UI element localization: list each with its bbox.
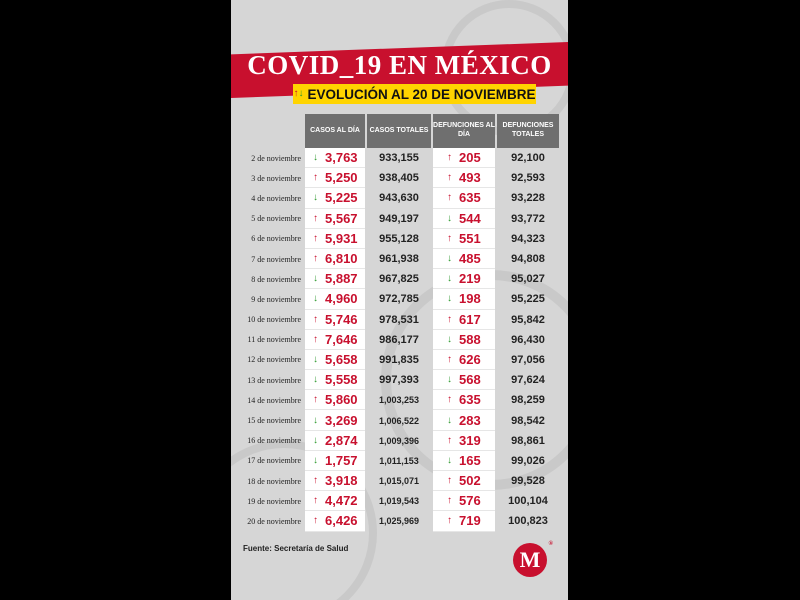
row-date: 17 de noviembre [247, 456, 301, 466]
row-date: 16 de noviembre [247, 436, 301, 446]
subtitle: EVOLUCIÓN AL 20 DE NOVIEMBRE [307, 86, 536, 102]
infographic-card [231, 0, 568, 600]
defunciones-totales-value: 94,323 [511, 232, 545, 245]
arrow-up-icon: ↑ [313, 475, 318, 487]
row-date: 2 de noviembre [251, 153, 301, 163]
casos-totales-value: 955,128 [379, 232, 419, 245]
casos-totales-value: 1,009,396 [378, 435, 420, 446]
arrow-up-icon: ↑ [313, 394, 318, 406]
casos-dia-value: 5,746 [325, 311, 358, 327]
casos-totales-value: 949,197 [379, 212, 419, 225]
defunciones-dia-value: 719 [459, 513, 481, 529]
cell-defunciones-dia [433, 269, 495, 289]
casos-totales-value: 943,630 [379, 192, 419, 205]
arrow-up-icon: ↑ [447, 475, 452, 487]
arrow-down-icon: ↓ [313, 374, 318, 386]
row-date: 12 de noviembre [247, 355, 301, 365]
cell-casos-dia [305, 471, 365, 491]
defunciones-dia-value: 576 [459, 493, 481, 509]
defunciones-dia-value: 568 [459, 372, 481, 388]
cell-casos-dia [305, 229, 365, 249]
arrow-up-icon: ↑ [447, 172, 452, 184]
cell-casos-dia [305, 148, 365, 168]
row-date: 10 de noviembre [247, 315, 301, 325]
arrow-up-icon: ↑ [313, 212, 318, 224]
header-casos-dia: CASOS AL DÍA [305, 114, 365, 148]
header-casos-totales: CASOS TOTALES [367, 114, 431, 148]
defunciones-totales-value: 98,542 [511, 414, 545, 427]
arrow-up-icon: ↑ [447, 192, 452, 204]
defunciones-totales-value: 95,842 [511, 313, 545, 326]
table-row [235, 168, 563, 188]
header-defunciones-dia: DEFUNCIONES AL DÍA [433, 114, 495, 148]
cell-defunciones-dia [433, 330, 495, 350]
milenio-logo [513, 541, 553, 577]
casos-dia-value: 5,225 [325, 190, 358, 206]
cell-defunciones-dia [433, 471, 495, 491]
table-row [235, 310, 563, 330]
casos-totales-value: 1,006,522 [378, 415, 420, 426]
casos-dia-value: 2,874 [325, 432, 358, 448]
casos-dia-value: 6,426 [325, 513, 358, 529]
arrow-down-icon: ↓ [313, 192, 318, 204]
defunciones-dia-value: 626 [459, 351, 481, 367]
logo-letter: M [519, 547, 541, 572]
defunciones-dia-value: 551 [459, 230, 481, 246]
row-date: 7 de noviembre [251, 254, 301, 264]
table-row [235, 269, 563, 289]
arrow-up-icon: ↑ [447, 434, 452, 446]
cell-defunciones-dia [433, 148, 495, 168]
defunciones-dia-value: 617 [459, 311, 481, 327]
defunciones-dia-value: 219 [459, 271, 481, 287]
row-date: 15 de noviembre [247, 416, 301, 426]
cell-casos-dia [305, 491, 365, 511]
cell-defunciones-dia [433, 491, 495, 511]
row-date: 9 de noviembre [251, 294, 301, 304]
cell-casos-dia [305, 451, 365, 471]
arrow-down-icon: ↓ [313, 434, 318, 446]
defunciones-totales-value: 92,100 [511, 152, 545, 165]
casos-dia-value: 7,646 [325, 331, 358, 347]
table-row [235, 330, 563, 350]
table-row [235, 370, 563, 390]
cell-casos-dia [305, 410, 365, 430]
casos-dia-value: 5,887 [325, 271, 358, 287]
casos-totales-value: 1,025,969 [378, 516, 420, 527]
arrow-up-icon: ↑ [313, 333, 318, 345]
defunciones-dia-value: 485 [459, 251, 481, 267]
defunciones-dia-value: 165 [459, 452, 481, 468]
arrow-up-icon: ↑ [313, 313, 318, 325]
casos-totales-value: 997,393 [379, 374, 419, 387]
cell-defunciones-dia [433, 188, 495, 208]
cell-defunciones-dia [433, 249, 495, 269]
cell-casos-dia [305, 370, 365, 390]
defunciones-dia-value: 283 [459, 412, 481, 428]
arrow-up-icon: ↑ [447, 152, 452, 164]
defunciones-totales-value: 93,772 [511, 212, 545, 225]
casos-totales-value: 986,177 [379, 333, 419, 346]
cell-defunciones-dia [433, 451, 495, 471]
table-row [235, 249, 563, 269]
registered-mark: ® [548, 541, 553, 547]
cell-casos-dia [305, 350, 365, 370]
casos-dia-value: 4,472 [325, 493, 358, 509]
cell-defunciones-dia [433, 370, 495, 390]
cell-casos-dia [305, 310, 365, 330]
casos-totales-value: 933,155 [379, 152, 419, 165]
cell-defunciones-dia [433, 431, 495, 451]
cell-casos-dia [305, 390, 365, 410]
cell-defunciones-dia [433, 390, 495, 410]
cell-defunciones-dia [433, 209, 495, 229]
cell-defunciones-dia [433, 350, 495, 370]
defunciones-dia-value: 205 [459, 150, 481, 166]
casos-dia-value: 3,269 [325, 412, 358, 428]
casos-dia-value: 1,757 [325, 452, 358, 468]
defunciones-dia-value: 198 [459, 291, 481, 307]
cell-casos-dia [305, 289, 365, 309]
cell-defunciones-dia [433, 289, 495, 309]
arrow-up-icon: ↑ [447, 313, 452, 325]
arrow-down-icon: ↓ [313, 414, 318, 426]
defunciones-dia-value: 319 [459, 432, 481, 448]
row-date: 6 de noviembre [251, 234, 301, 244]
casos-dia-value: 3,763 [325, 150, 358, 166]
table-row [235, 410, 563, 430]
defunciones-totales-value: 95,225 [511, 293, 545, 306]
row-date: 4 de noviembre [251, 193, 301, 203]
arrow-up-icon: ↑ [447, 232, 452, 244]
arrow-down-icon: ↓ [447, 374, 452, 386]
cell-defunciones-dia [433, 410, 495, 430]
arrow-down-icon: ↓ [313, 353, 318, 365]
cell-casos-dia [305, 431, 365, 451]
cell-casos-dia [305, 269, 365, 289]
arrow-up-icon: ↑ [313, 495, 318, 507]
page-title: COVID_19 EN MÉXICO [247, 50, 552, 80]
cell-casos-dia [305, 249, 365, 269]
defunciones-totales-value: 98,259 [511, 394, 545, 407]
casos-dia-value: 6,810 [325, 251, 358, 267]
defunciones-totales-value: 92,593 [511, 172, 545, 185]
casos-totales-value: 972,785 [379, 293, 419, 306]
casos-totales-value: 978,531 [379, 313, 419, 326]
defunciones-totales-value: 98,861 [511, 434, 545, 447]
cell-casos-dia [305, 209, 365, 229]
defunciones-dia-value: 588 [459, 331, 481, 347]
subtitle-box [293, 84, 536, 104]
arrow-up-icon: ↑ [447, 353, 452, 365]
casos-totales-value: 1,011,153 [379, 455, 419, 466]
casos-totales-value: 1,015,071 [378, 476, 420, 487]
source-note: Fuente: Secretaría de Salud [243, 544, 349, 553]
cell-casos-dia [305, 168, 365, 188]
casos-totales-value: 961,938 [379, 253, 419, 266]
defunciones-dia-value: 635 [459, 392, 481, 408]
casos-totales-value: 991,835 [379, 353, 419, 366]
defunciones-totales-value: 97,624 [511, 374, 545, 387]
cell-defunciones-dia [433, 511, 495, 531]
arrow-down-icon: ↓ [447, 333, 452, 345]
casos-dia-value: 4,960 [325, 291, 358, 307]
arrow-up-icon: ↑ [313, 232, 318, 244]
arrow-down-icon: ↓ [447, 212, 452, 224]
trend-arrows-icon: ↑↓ [293, 88, 304, 99]
arrow-up-icon: ↑ [447, 394, 452, 406]
table-row [235, 188, 563, 208]
defunciones-totales-value: 94,808 [511, 253, 545, 266]
row-date: 3 de noviembre [251, 173, 301, 183]
arrow-up-icon: ↑ [447, 495, 452, 507]
arrow-up-icon: ↑ [313, 172, 318, 184]
casos-dia-value: 5,658 [325, 351, 358, 367]
casos-totales-value: 1,003,253 [378, 395, 420, 406]
row-date: 5 de noviembre [251, 214, 301, 224]
arrow-up-icon: ↑ [447, 515, 452, 527]
row-date: 8 de noviembre [251, 274, 301, 284]
defunciones-totales-value: 95,027 [511, 273, 545, 286]
defunciones-dia-value: 502 [459, 473, 481, 489]
defunciones-totales-value: 100,823 [508, 515, 548, 528]
cell-casos-dia [305, 330, 365, 350]
casos-dia-value: 5,567 [325, 210, 358, 226]
arrow-down-icon: ↓ [313, 454, 318, 466]
cell-defunciones-dia [433, 229, 495, 249]
table-row [235, 511, 563, 531]
cell-defunciones-dia [433, 310, 495, 330]
arrow-up-icon: ↑ [313, 253, 318, 265]
defunciones-totales-value: 99,528 [511, 475, 545, 488]
casos-dia-value: 5,860 [325, 392, 358, 408]
row-date: 18 de noviembre [247, 476, 301, 486]
arrow-up-icon: ↑ [313, 515, 318, 527]
defunciones-totales-value: 100,104 [508, 495, 548, 508]
arrow-down-icon: ↓ [447, 253, 452, 265]
defunciones-totales-value: 99,026 [511, 454, 545, 467]
table-row [235, 491, 563, 511]
casos-totales-value: 1,019,543 [378, 496, 420, 507]
row-date: 14 de noviembre [247, 395, 301, 405]
arrow-down-icon: ↓ [447, 454, 452, 466]
arrow-down-icon: ↓ [313, 152, 318, 164]
defunciones-dia-value: 493 [459, 170, 481, 186]
arrow-down-icon: ↓ [447, 414, 452, 426]
row-date: 19 de noviembre [247, 496, 301, 506]
table-header [235, 114, 563, 148]
defunciones-totales-value: 96,430 [511, 333, 545, 346]
defunciones-totales-value: 97,056 [511, 353, 545, 366]
table-row [235, 471, 563, 491]
casos-dia-value: 5,931 [325, 230, 358, 246]
table-row [235, 350, 563, 370]
defunciones-dia-value: 635 [459, 190, 481, 206]
table-row [235, 209, 563, 229]
data-table [235, 114, 563, 532]
table-row [235, 148, 563, 168]
table-body [235, 148, 563, 532]
arrow-down-icon: ↓ [313, 293, 318, 305]
casos-dia-value: 5,250 [325, 170, 358, 186]
arrow-down-icon: ↓ [447, 273, 452, 285]
cell-casos-dia [305, 188, 365, 208]
table-row [235, 451, 563, 471]
table-row [235, 229, 563, 249]
table-row [235, 431, 563, 451]
casos-dia-value: 3,918 [325, 473, 358, 489]
arrow-down-icon: ↓ [447, 293, 452, 305]
table-row [235, 289, 563, 309]
defunciones-dia-value: 544 [459, 210, 481, 226]
cell-casos-dia [305, 511, 365, 531]
arrow-down-icon: ↓ [313, 273, 318, 285]
casos-totales-value: 938,405 [379, 172, 419, 185]
row-date: 20 de noviembre [247, 516, 301, 526]
header-defunciones-totales: DEFUNCIONES TOTALES [497, 114, 559, 148]
defunciones-totales-value: 93,228 [511, 192, 545, 205]
row-date: 11 de noviembre [247, 335, 301, 345]
cell-defunciones-dia [433, 168, 495, 188]
casos-dia-value: 5,558 [325, 372, 358, 388]
casos-totales-value: 967,825 [379, 273, 419, 286]
table-row [235, 390, 563, 410]
row-date: 13 de noviembre [247, 375, 301, 385]
